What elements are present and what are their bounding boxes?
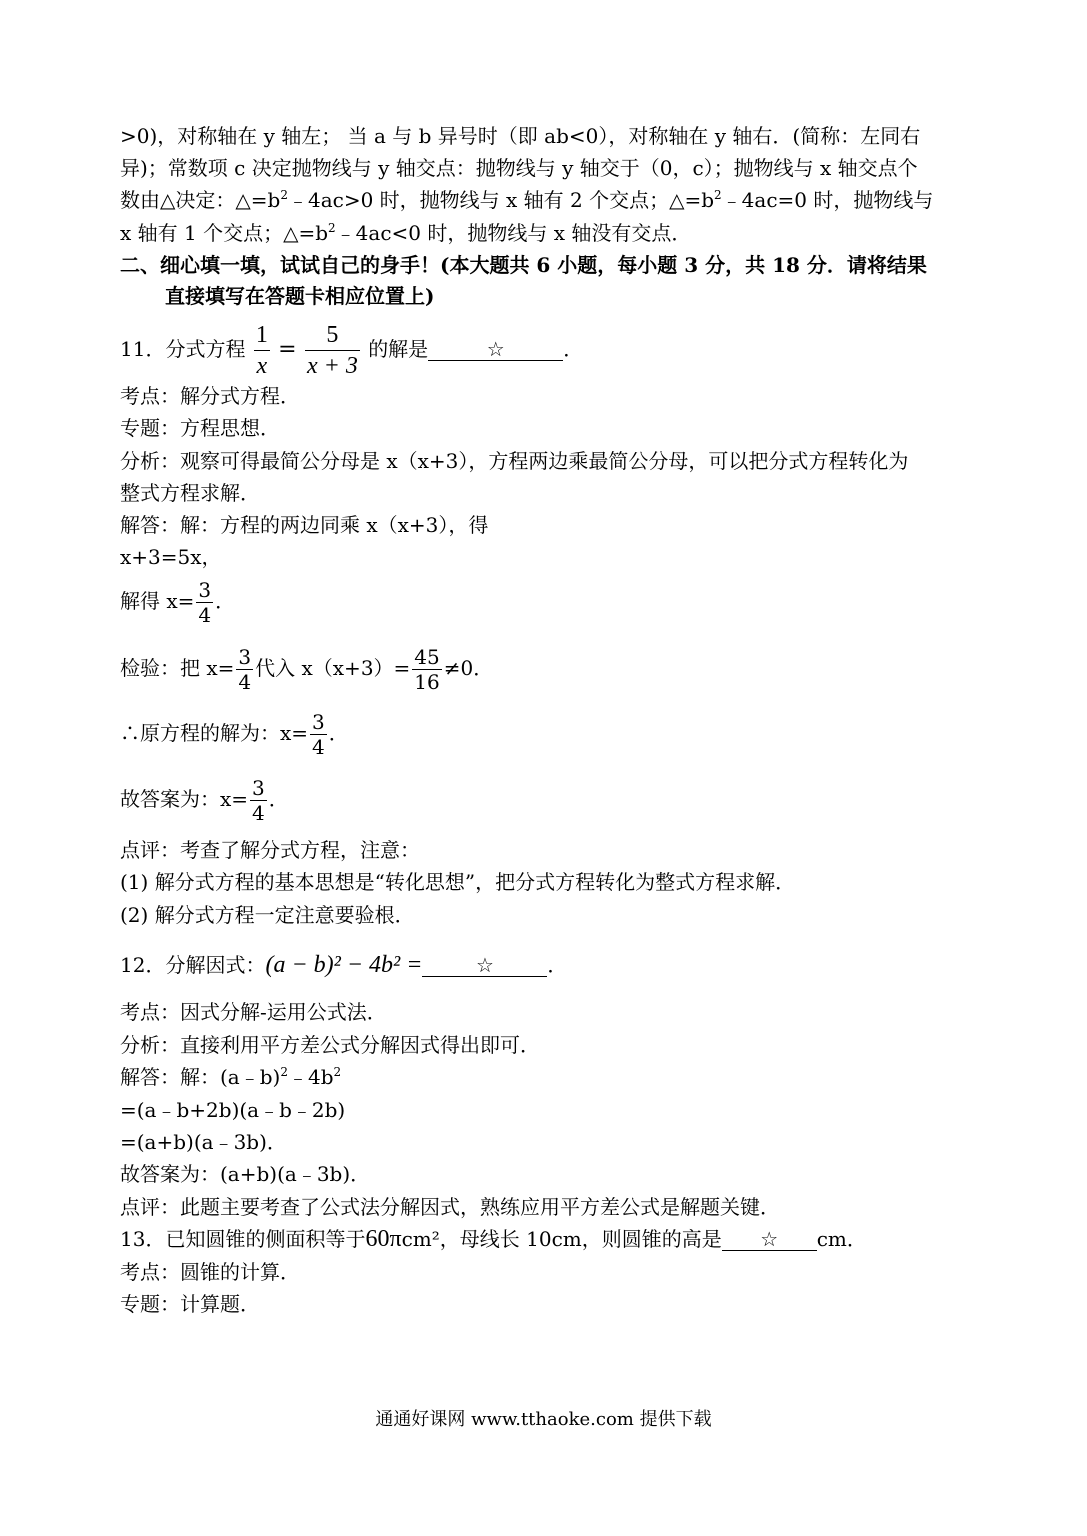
text-line: (2) 解分式方程一定注意要验根． bbox=[120, 903, 415, 927]
fraction: $\frac{45}{16}$ bbox=[414, 645, 440, 694]
fraction: $\frac{5}{x + 3}$ bbox=[306, 322, 358, 379]
text-line: (1) 解分式方程的基本思想是“转化思想”，把分式方程转化为整式方程求解． bbox=[120, 870, 796, 894]
text-line: 整式方程求解． bbox=[120, 481, 260, 505]
text-line: =(a+b)(a﹣3b)． bbox=[120, 1130, 287, 1154]
fraction: $\frac{3}{4}$ bbox=[238, 645, 252, 694]
text-line: 故答案为：(a+b)(a﹣3b)． bbox=[120, 1162, 371, 1186]
text-line: 数由△决定：$\triangle=b^2﹣4ac>0$ 时，抛物线与 x 轴有 2 个交点；$\triangle=b^2﹣4ac=0$ 时，抛物线与 bbox=[120, 188, 934, 212]
text-line: >0)，对称轴在 y 轴左； 当 a 与 b 异号时（即 ab<0），对称轴在 y 轴右．(简称：左同右 bbox=[120, 124, 921, 148]
text-line: 分析：直接利用平方差公式分解因式得出即可． bbox=[120, 1033, 540, 1057]
text-line: 点评：此题主要考查了公式法分解因式，熟练应用平方差公式是解题关键． bbox=[120, 1195, 780, 1219]
text-line: 分析：观察可得最简公分母是 x（x+3），方程两边乘最简公分母，可以把分式方程转化为 bbox=[120, 449, 909, 473]
text-line: 考点：因式分解-运用公式法． bbox=[120, 1000, 387, 1024]
question-12: 12．分解因式：(a − b)² − 4b² = ☆ ． bbox=[120, 952, 568, 978]
text-line: 故答案为：x= $\frac{3}{4}$ ． bbox=[120, 776, 289, 825]
fraction: $\frac{3}{4}$ bbox=[312, 710, 325, 759]
fraction: $\frac{1}{x}$ bbox=[255, 322, 268, 379]
text-line: 点评：考查了解分式方程，注意： bbox=[120, 838, 420, 862]
text-line: 专题：方程思想． bbox=[120, 416, 280, 440]
answer-blank: ☆ bbox=[722, 1228, 817, 1251]
fraction: $\frac{3}{4}$ bbox=[198, 578, 212, 627]
text-line: ∴原方程的解为：x= $\frac{3}{4}$ ． bbox=[120, 710, 349, 759]
text-line: x+3=5x， bbox=[120, 545, 222, 569]
text-line: =(a﹣b+2b)(a﹣b﹣2b) bbox=[120, 1098, 346, 1122]
text-line: 考点：圆锥的计算． bbox=[120, 1260, 300, 1284]
text-line: 解答：解：$(a﹣b)^2﹣4b^2$ bbox=[120, 1065, 342, 1089]
text-line: 解答：解：方程的两边同乘 x（x+3），得 bbox=[120, 513, 489, 537]
text-line: 检验：把 x= $\frac{3}{4}$ 代入 x（x+3）= $\frac{45}{16}$ ≠0． bbox=[120, 645, 494, 694]
question-13: 13．已知圆锥的侧面积等于60πcm²，母线长 10cm，则圆锥的高是 ☆ cm． bbox=[120, 1226, 867, 1252]
text-line: 专题：计算题． bbox=[120, 1292, 260, 1316]
text-line: x 轴有 1 个交点；$\triangle=b^2﹣4ac<0$ 时，抛物线与 x 轴没有交点． bbox=[120, 221, 692, 245]
answer-blank: ☆ bbox=[428, 338, 563, 361]
fraction: $\frac{3}{4}$ bbox=[252, 776, 265, 825]
section-heading: 二、细心填一填，试试自己的身手！(本大题共 6 小题，每小题 3 分，共 18 分．请将结果 bbox=[120, 253, 927, 277]
page-footer: 通通好课网 www.tthaoke.com 提供下载 bbox=[375, 1409, 712, 1430]
answer-blank: ☆ bbox=[422, 954, 547, 977]
text-line: 异)；常数项 c 决定抛物线与 y 轴交点：抛物线与 y 轴交于（0，c）；抛物线与 x 轴交点个 bbox=[120, 156, 918, 180]
text-line: 考点：解分式方程． bbox=[120, 384, 300, 408]
text-line: 解得 x= $\frac{3}{4}$ ． bbox=[120, 578, 236, 627]
question-11: 11．分式方程 $\frac{1}{x}$ = $\frac{5}{x + 3}$ 的解是 ☆ ． bbox=[120, 322, 584, 379]
section-heading-cont: 直接填写在答题卡相应位置上) bbox=[165, 284, 435, 308]
